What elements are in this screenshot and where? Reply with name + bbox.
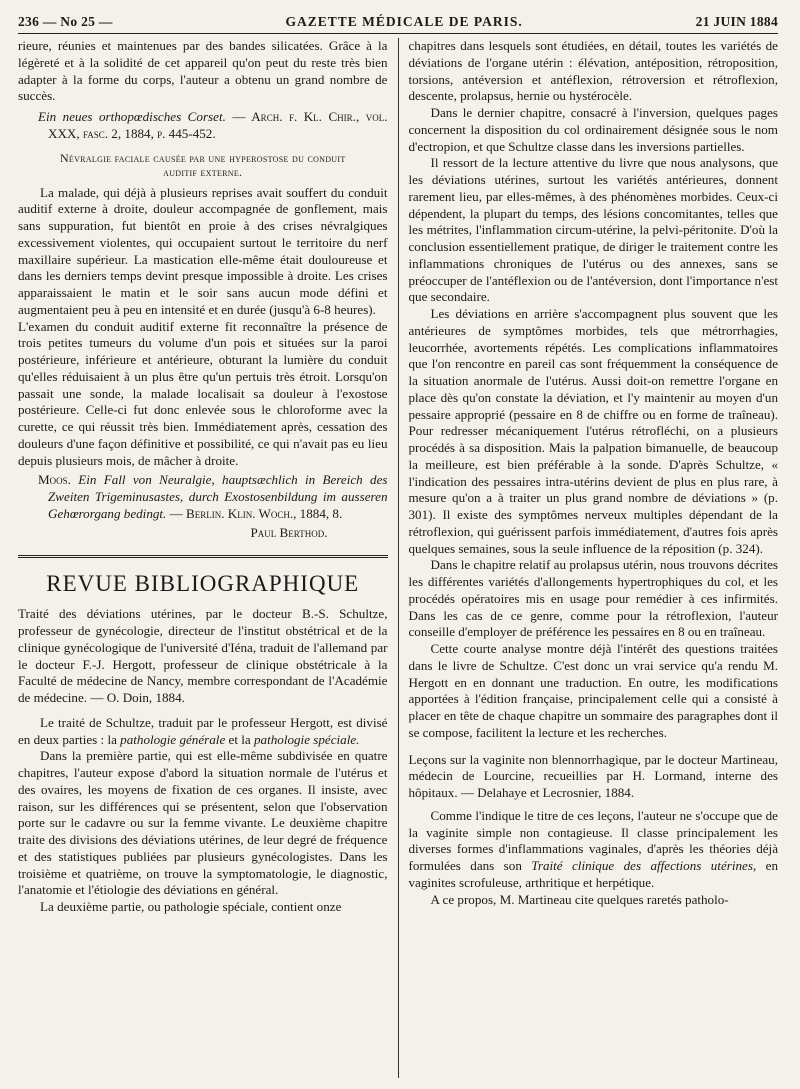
section-title-line: Névralgie faciale causée par une hyperostose du conduit	[59, 150, 346, 165]
bibliography-entry: Leçons sur la vaginite non blennorrhagique, par le docteur Martineau, médecin de Lourcine, recueillies par H. Lormand, interne des hôpitaux. — Delahaye et Lecrosnier, 1884.	[408, 751, 778, 800]
issue-date: 21 JUIN 1884	[695, 14, 778, 29]
left-column	[18, 38, 398, 1078]
italic-run: pathologie générale	[120, 731, 226, 747]
bibliography-entry: Traité des déviations utérines, par le docteur B.-S. Schultze, professeur de gynécologie, directeur de l'institut obstétrical et de la clinique gynécologique de l'université d'Iéna, traduit de l'allemand par le docteur F.-J. Hergott, professeur de clinique obstétricale à la Faculté de médecine de Nancy, membre correspondant de l'Académie de médecine. — O. Doin, 1884.	[18, 606, 388, 705]
paragraph: A ce propos, M. Martineau cite quelques raretés patholo-	[430, 891, 729, 907]
italic-run: pathologie spéciale.	[254, 731, 360, 747]
section-divider	[18, 555, 388, 558]
text-run: et la	[225, 731, 254, 747]
text-run: , en vaginites scrofuleuse, arthritique et herpétique.	[408, 858, 778, 890]
paragraph: L'examen du conduit auditif externe fit reconnaître la présence de trois petites tumeurs du volume d'un pois et situées sur la paroi postérieure, inférieure et antérieure, obturant la lumière du conduit qu'elles réduisaient à un plus être qu'un pertuis très étroit. Lorsqu'on passait une sonde, la malade localisait sa douleur à l'exostose postérieure. Celle-ci fut donc enlevée sous le chloroforme avec la curette, ce qui réussit très bien. Immédiatement après, cessation des douleurs d'une façon définitive et possibilité, ce qui n'avait pas eu lieu depuis plusieurs mois, de mâcher à droite.	[18, 318, 388, 468]
paragraph: Cette courte analyse montre déjà l'intérêt des questions traitées dans le livre de Schultze. C'est donc un vrai service qu'a rendu M. Hergott en en donnant une traduction. En outre, les modifications apportées à l'édition française, principalement celle qui a consisté à placer en tête de chaque chapitre un sommaire des paragraphes dont il se compose, facilitent la lecture et les recherches.	[408, 641, 778, 740]
section-title-line: auditif externe.	[163, 164, 243, 179]
reference	[38, 109, 388, 143]
reference-source: — Arch. f. Kl. Chir., vol. XXX, fasc. 2, 1884, p. 445-452.	[48, 109, 388, 141]
text-run: Comme l'indique le titre de ces leçons, l'auteur ne s'occupe que de la vaginite simple non contagieuse. Il classe principalement les diverses formes d'inflammations vaginales, d'après les théories déjà formulées dans son	[408, 807, 778, 873]
reference-author: Moos.	[38, 472, 71, 488]
journal-title: GAZETTE MÉDICALE DE PARIS.	[285, 14, 523, 29]
reference	[38, 472, 388, 522]
paragraph	[409, 808, 779, 892]
signature: Paul Berthod.	[250, 524, 328, 540]
reference-title: Ein Fall von Neuralgie, hauptsæchlich in Bereich des Zweiten Trigeminusastes, durch Exostosenbildung im ausseren Gehœrorgang bedingt.	[48, 472, 388, 521]
paragraph: La malade, qui déjà à plusieurs reprises avait souffert du conduit auditif externe à droite, douleur accompagnée de gonflement, mais sans suppuration, fut bientôt en proie à des crises névralgiques excessivement violentes, qui occupaient surtout le territoire du nerf maxillaire supérieur. La mastication elle-même était douloureuse et dans les derniers temps devint presque impossible à droite. Les crises apparaissaient le matin et le soir sans aucun mode défini et augmentaient peu à peu en intensité et en durée (jusqu'à 6-8 heures).	[18, 184, 388, 317]
text-run: Le traité de Schultze, traduit par le professeur Hergott, est divisé en deux parties : la	[18, 714, 388, 747]
paragraph: Il ressort de la lecture attentive du livre que nous analysons, que les déviations utérines, surtout les variétés antérieures, donnent rarement lieu, par elles-mêmes, à des phénomènes morbides. Ceux-ci dépendent, la plupart du temps, des lésions concomitantes, telles que les métrites, l'inflammation circum-utérine, la pelvi-péritonite. D'où la conclusion essentiellement pratique, de diriger le traitement contre les inflammations chroniques de l'utérus ou des annexes, sans se préoccuper de l'antéflexion ou de l'antéversion, dont l'importance n'est que secondaire.	[408, 155, 778, 305]
paragraph: Dans la première partie, qui est elle-même subdivisée en quatre chapitres, l'auteur expose d'abord la situation normale de l'utérus et des ovaires, les moyens de fixation de ces organes. Il insiste, avec raison, sur les différences qui se présentent, selon que l'observation porte sur le cadavre ou sur la femme vivante. Le deuxième chapitre traite des divisions des déviations utérines, de leur degré de fréquence et des statistiques publiées par plusieurs gynécologistes. Dans les troisième et quatrième, on trouve la symptomatologie, le diagnostic, l'anatomie et l'étiologie des déviations en général.	[18, 748, 388, 898]
italic-run: Traité clinique des affections utérines	[531, 858, 753, 873]
paragraph: Les déviations en arrière s'accompagnent plus souvent que les antérieures de symptômes morbides, tels que métrorrhagies, leucorrhée, avortements répétés. Les complications inflammatoires que l'on rencontre en pareil cas sont fréquemment la conséquence de la situation anormale de l'utérus. Aussi doit-on remettre l'organe en place dès qu'on constate la déviation, et l'y maintenir au moyen d'un pessaire approprié (pessaire en 8 de chiffre ou en forme de traîneau). Pour redresser mécaniquement l'utérus rétrofléchi, on a plusieurs procédés à sa disposition. Mais la palpation bimanuelle, de beaucoup la meilleure, est bien préférable à la sonde. D'après Schultze, « l'indication des pessaires intra-utérins devient de plus en plus rare, à mesure qu'on a à traiter un plus grand nombre de déviations » (p. 301). Il existe des symptômes nerveux multiples dépendant de la rétroflexion, qui guérissent parfois immédiatement, d'autres fois après quelques semaines, sous la seule influence de la réposition (p. 324).	[408, 306, 778, 556]
page-header	[18, 14, 778, 34]
reference-source: — Berlin. Klin. Woch., 1884, 8.	[166, 505, 343, 521]
paragraph: rieure, réunies et maintenues par des bandes silicatées. Grâce à la légèreté et à la solidité de cet appareil qu'on peut du reste très bien adapter à la forme du corps, l'auteur a obtenu un grand nombre de succès.	[18, 38, 388, 104]
right-column	[399, 38, 779, 1078]
paragraph	[18, 715, 388, 749]
reference-title: Ein neues orthopœdisches Corset.	[38, 109, 226, 124]
paragraph: chapitres dans lesquels sont étudiées, en détail, toutes les variétés de déviations de l'organe utérin : élévation, antéposition, rétroposition, torsions, antéversion et antéflexion, rétroversion et rétroflexion, descente, prolapsus, hernie ou hystérocèle.	[408, 38, 778, 104]
section-title	[18, 151, 388, 179]
section-heading: REVUE BIBLIOGRAPHIQUE	[46, 571, 360, 597]
paragraph: La deuxième partie, ou pathologie spéciale, contient onze	[40, 899, 342, 914]
paragraph: Dans le chapitre relatif au prolapsus utérin, nous trouvons décrites les différentes variétés d'allongements hypertrophiques du col, et les procédés opératoires mis en usage pour remédier à ces infirmités. Dans les cas de ce genre, comme pour la rétroflexion, l'auteur conseille d'employer de préférence les pessaires en 8 ou en traîneau.	[408, 557, 778, 640]
page-number: 236 — No 25 —	[18, 14, 113, 29]
paragraph: Dans le dernier chapitre, consacré à l'inversion, quelques pages concernent la disposition du col ordinairement désignée sous le nom d'ectropion, et que Schultze classe dans les inversions partielles.	[408, 105, 778, 154]
two-column-body	[18, 38, 778, 1078]
